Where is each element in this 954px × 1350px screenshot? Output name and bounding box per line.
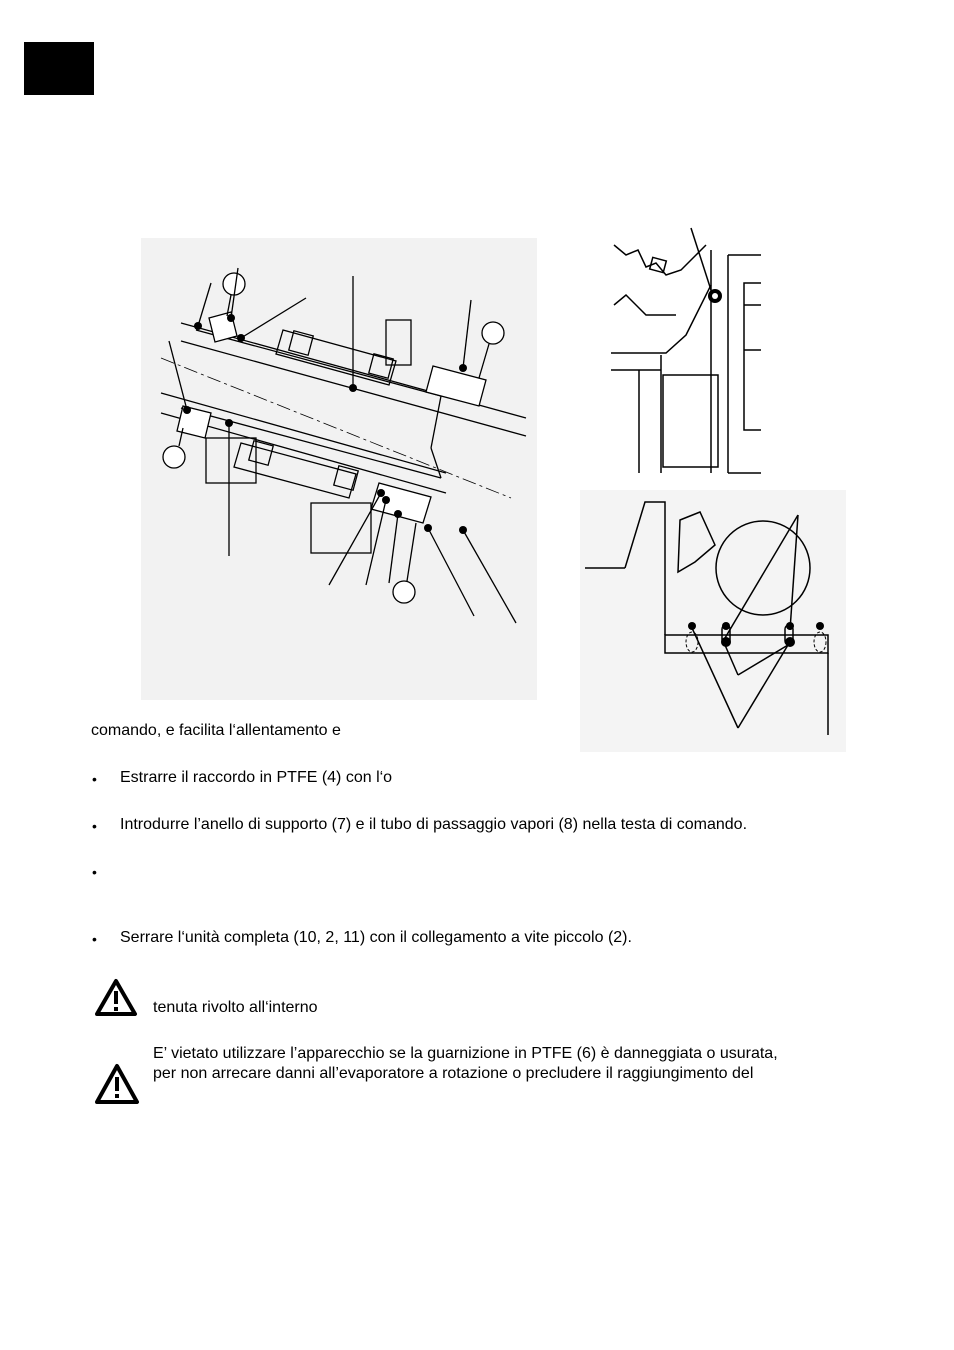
bullet-marker: • [92, 931, 97, 947]
flask-clamp-figure [580, 490, 846, 752]
seal-assembly-figure [141, 238, 537, 700]
warning-triangle-icon [94, 978, 138, 1017]
bullet-marker: • [92, 864, 97, 880]
bullet-item: Introdurre l’anello di supporto (7) e il tubo di passaggio vapori (8) nella testa di comando. [120, 816, 748, 833]
head-detail-figure [606, 225, 766, 475]
bullet-item: Estrarre il raccordo in PTFE (4) con l‘o [120, 769, 393, 786]
bullet-marker: • [92, 818, 97, 834]
bullet-item: Serrare l‘unità completa (10, 2, 11) con il collegamento a vite piccolo (2). [120, 929, 632, 946]
warning-triangle-icon [94, 1063, 140, 1105]
warning-text: per non arrecare danni all’evaporatore a rotazione o precludere il raggiungimento del [153, 1065, 754, 1082]
page-corner-tab [24, 42, 94, 95]
intro-fragment: comando, e facilita l‘allentamento e [91, 722, 341, 739]
warning-text: E’ vietato utilizzare l’apparecchio se la guarnizione in PTFE (6) è danneggiata o usurata, [153, 1045, 778, 1062]
bullet-marker: • [92, 771, 97, 787]
warning-text: tenuta rivolto all‘interno [153, 999, 318, 1016]
